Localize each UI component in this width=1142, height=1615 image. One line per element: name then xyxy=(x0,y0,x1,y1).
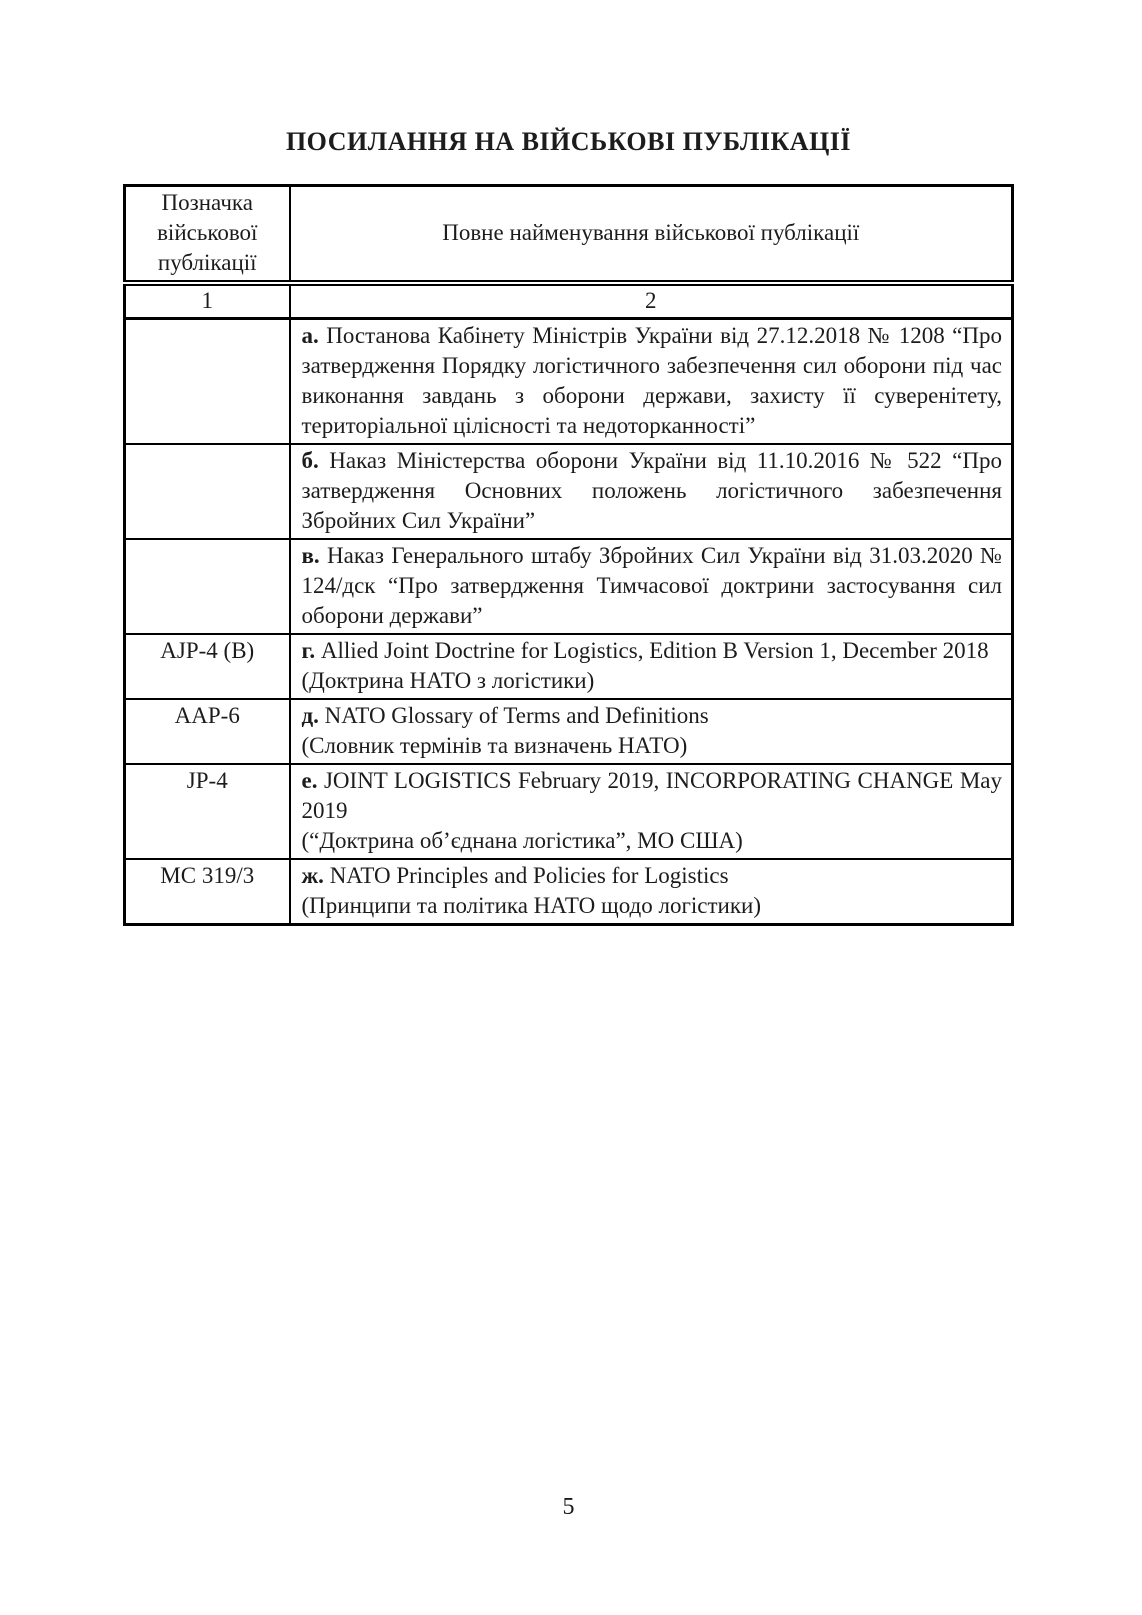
entry-marker: в. xyxy=(301,543,320,568)
column-number-1: 1 xyxy=(125,283,290,319)
column-numbering-row xyxy=(125,283,1013,319)
table-row xyxy=(125,444,1013,539)
table-row xyxy=(125,699,1013,764)
entry-text xyxy=(302,446,1003,536)
entry-text xyxy=(302,701,1003,731)
entry-marker: д. xyxy=(301,703,319,728)
full-name-cell xyxy=(290,319,1013,445)
entry-note: (Словник термінів та визначень НАТО) xyxy=(301,733,688,758)
entry-body: Наказ Генерального штабу Збройних Сил України від 31.03.2020 № 124/дск “Про затвердження Тимчасової доктрини застосування сил оборони держави” xyxy=(301,543,1002,628)
entry-marker: ж. xyxy=(301,863,324,888)
designation-cell: JP-4 xyxy=(125,764,290,859)
full-name-cell xyxy=(290,764,1013,859)
header-designation: Позначка військової публікації xyxy=(125,186,290,284)
entry-note: (Доктрина НАТО з логістики) xyxy=(301,668,595,693)
full-name-cell xyxy=(290,699,1013,764)
header-full-name: Повне найменування військової публікації xyxy=(290,186,1013,284)
entry-note: (“Доктрина об’єднана логістика”, МО США) xyxy=(301,828,743,853)
publications-table xyxy=(123,184,1014,926)
designation-cell xyxy=(125,319,290,445)
full-name-cell xyxy=(290,539,1013,634)
designation-cell xyxy=(125,444,290,539)
page-content xyxy=(123,0,1014,926)
full-name-cell xyxy=(290,859,1013,925)
entry-body: Постанова Кабінету Міністрів України від 27.12.2018 № 1208 “Про затвердження Порядку логістичного забезпечення сил оборони під час виконання завдань з оборони держави, захисту її суверенітету, територіальної цілісності та недоторканності” xyxy=(301,323,1002,438)
entry-body: NATO Glossary of Terms and Definitions xyxy=(324,703,709,728)
entry-text xyxy=(302,861,1003,891)
entry-marker: б. xyxy=(301,448,319,473)
entry-body: NATO Principles and Policies for Logistics xyxy=(329,863,729,888)
page-title: ПОСИЛАННЯ НА ВІЙСЬКОВІ ПУБЛІКАЦІЇ xyxy=(285,127,852,156)
designation-cell: AJP-4 (B) xyxy=(125,634,290,699)
table-row xyxy=(125,764,1013,859)
entry-marker: г. xyxy=(301,638,316,663)
designation-cell: AAP-6 xyxy=(125,699,290,764)
table-row xyxy=(125,539,1013,634)
column-number-2: 2 xyxy=(290,283,1013,319)
full-name-cell xyxy=(290,634,1013,699)
entry-text xyxy=(302,636,1003,666)
full-name-cell xyxy=(290,444,1013,539)
designation-cell xyxy=(125,539,290,634)
entry-text xyxy=(302,541,1003,631)
table-row xyxy=(125,634,1013,699)
entry-body: Allied Joint Doctrine for Logistics, Edition B Version 1, December 2018 xyxy=(320,638,989,663)
page-number: 5 xyxy=(562,1494,575,1520)
entry-body: Наказ Міністерства оборони України від 11.10.2016 № 522 “Про затвердження Основних положень логістичного забезпечення Збройних Сил України” xyxy=(301,448,1003,533)
table-row xyxy=(125,859,1013,925)
entry-note: (Принципи та політика НАТО щодо логістики) xyxy=(301,893,761,918)
entry-marker: а. xyxy=(301,323,319,348)
designation-cell: MC 319/3 xyxy=(125,859,290,925)
entry-text xyxy=(302,321,1003,441)
entry-text xyxy=(302,766,1003,826)
table-header-row xyxy=(125,186,1013,284)
entry-body: JOINT LOGISTICS February 2019, INCORPORATING CHANGE May 2019 xyxy=(301,768,1002,823)
entry-marker: е. xyxy=(301,768,318,793)
table-row xyxy=(125,319,1013,445)
